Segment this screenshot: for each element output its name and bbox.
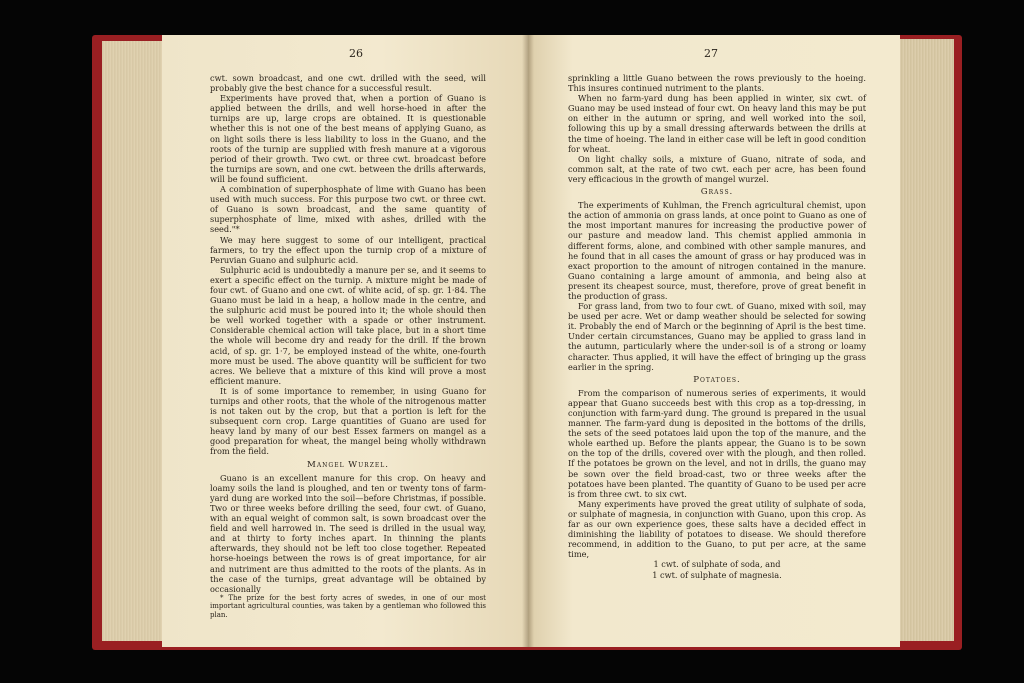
right-page-text — [568, 73, 866, 580]
paragraph: From the comparison of numerous series of experiments, it would appear that Guano succeeds best with this crop as a top-dressing, in conjunction with farm-yard dung. The ground is prepared in the usual manner. The farm-yard dung is deposited in the bottoms of the drills, the sets of the seed potatoes laid upon the top of the manure, and the whole earthed up. Before the plants appear, the Guano is to be sown on the top of the drills, covered over with the plough, and then rolled. If the potatoes be grown on the level, and not in drills, the guano may be sown over the field broad-cast, two or three weeks after the potatoes have been planted. The quantity of Guano to be used per acre is from three cwt. to six cwt. — [568, 387, 866, 499]
section-heading-potatoes: Potatoes. — [693, 374, 741, 385]
left-page-text — [210, 73, 486, 620]
paragraph: For grass land, from two to four cwt. of Guano, mixed with soil, may be used per acre. Wet or damp weather should be selected for sowing it. Probably the end of March or the beginning of April is the best time. Under certain circumstances, Guano may be applied to grass land in the autumn, particularly where the under-soil is of a strong or loamy character. Thus applied, it will have the effect of bringing up the grass earlier in the spring. — [568, 301, 866, 372]
paragraph: We may here suggest to some of our intelligent, practical farmers, to try the effect upon the turnip crop of a mixture of Peruvian Guano and sulphuric acid. — [210, 234, 486, 265]
list-item: 1 cwt. of sulphate of soda, and — [653, 559, 781, 570]
paragraph: On light chalky soils, a mixture of Guano, nitrate of soda, and common salt, at the rate of two cwt. each per acre, has been found very efficacious in the growth of mangel wurzel. — [568, 153, 866, 184]
open-book — [92, 35, 962, 650]
paragraph: sprinkling a little Guano between the rows previously to the hoeing. This insures continued nutriment to the plants. — [568, 73, 866, 94]
paragraph: A combination of superphosphate of lime with Guano has been used with much success. For this purpose two cwt. or three cwt. of Guano is sown broadcast, and the same quantity of superphosphate of lime, mixed with ashes, drilled with the seed."* — [210, 184, 486, 235]
paragraph: Guano is an excellent manure for this crop. On heavy and loamy soils the land is ploughed, and ten or twenty tons of farm-yard dung are worked into the soil—before Christmas, if possible. Two or three weeks before drilling the seed, four cwt. of Guano, with an equal weight of common salt, is sown broadcast over the field and well harrowed in. The seed is drilled in the usual way, and at thirty to forty inches apart. In thinning the plants afterwards, they should not be left too close together. Repeated horse-hoeings between the rows is of great importance, for air and nutriment are thus admitted to the roots of the plants. As in the case of the turnips, great advantage will be obtained by occasionally — [210, 472, 486, 594]
right-page — [528, 35, 900, 647]
paragraph: Many experiments have proved the great utility of sulphate of soda, or sulphate of magnesia, in conjunction with Guano, upon this crop. As far as our own experience goes, these salts have a decided effect in diminishing the liability of potatoes to disease. We should therefore recommend, in addition to the Guano, to put per acre, at the same time, — [568, 498, 866, 560]
page-edges-left — [102, 41, 162, 641]
page-edges-right — [898, 39, 954, 641]
paragraph: Sulphuric acid is undoubtedly a manure per se, and it seems to exert a specific effect on the turnip. A mixture might be made of four cwt. of Guano and one cwt. of white acid, of sp. gr. 1·84. The Guano must be laid in a heap, a hollow made in the centre, and the sulphuric acid must be poured into it; the whole should then be well worked together with a spade or other instrument. Considerable chemical action will take place, but in a short time the whole will become dry and ready for the drill. If the brown acid, of sp. gr. 1·7, be employed instead of the white, one-fourth more must be used. The above quantity will be sufficient for two acres. We believe that a mixture of this kind will prove a most efficient manure. — [210, 264, 486, 386]
page-number: 27 — [704, 47, 718, 60]
book-gutter — [522, 35, 534, 647]
section-heading-grass: Grass. — [700, 187, 734, 198]
left-page — [162, 35, 528, 647]
paragraph: The experiments of Kuhlman, the French agricultural chemist, upon the action of ammonia on grass lands, at once point to Guano as one of the most important manures for increasing the productive power of our pasture and meadow land. This chemist applied ammonia in different forms, alone, and combined with other sample manures, and he found that in all cases the amount of grass or hay produced was in exact proportion to the amount of nitrogen contained in the manure. Guano containing a large amount of ammonia, and being also at present its cheapest source, must, therefore, prove of great benefit in the production of grass. — [568, 200, 866, 301]
paragraph: It is of some importance to remember, in using Guano for turnips and other roots, that the whole of the nitrogenous matter is not taken out by the crop, but that a portion is left for the subsequent corn crop. Large quantities of Guano are used for heavy land by many of our best Essex farmers on mangel as a good preparation for wheat, the mangel being wholly withdrawn from the field. — [210, 385, 486, 457]
paragraph: When no farm-yard dung has been applied in winter, six cwt. of Guano may be used instead of four cwt. On heavy land this may be put on either in the autumn or spring, and well worked into the soil, following this up by a small dressing afterwards between the drills at the time of hoeing. The land in either case will be left in good condition for wheat. — [568, 93, 866, 154]
paragraph: Experiments have proved that, when a portion of Guano is applied between the drills, and well horse-hoed in after the turnips are up, large crops are obtained. It is questionable whether this is not one of the best means of applying Guano, as on light soils there is less liability to loss in the Guano, and the roots of the turnip are supplied with fresh manure at a vigorous period of their growth. Two cwt. or three cwt. broadcast before the turnips are sown, and one cwt. between the drills afterwards, will be found sufficient. — [210, 93, 486, 184]
page-number: 26 — [349, 47, 363, 60]
list-item: 1 cwt. of sulphate of magnesia. — [652, 569, 782, 580]
paragraph: cwt. sown broadcast, and one cwt. drilled with the seed, will probably give the best chance for a successful result. — [210, 73, 486, 94]
section-heading-mangel-wurzel: Mangel Wurzel. — [307, 459, 389, 470]
footnote: * The prize for the best forty acres of swedes, in one of our most important agricultural counties, was taken by a gentleman who followed this plan. — [210, 593, 486, 619]
